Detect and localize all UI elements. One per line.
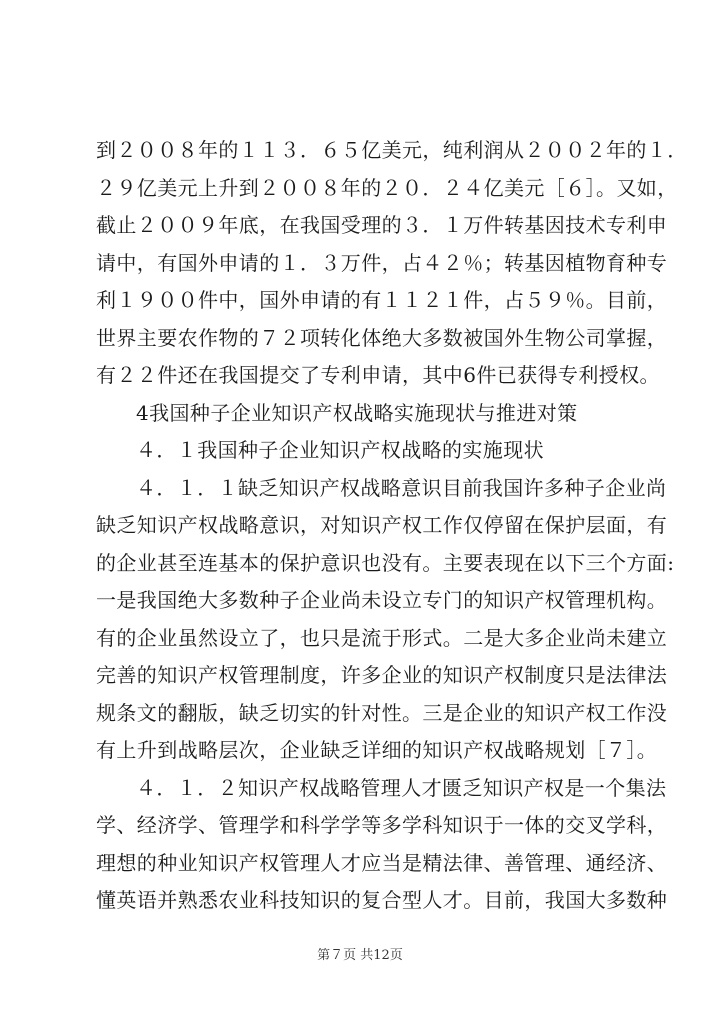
- page-number: 第７页 共12页: [317, 948, 403, 963]
- document-body: [96, 132, 688, 920]
- text-line: 缺乏知识产权战略意识，对知识产权工作仅停留在保护层面，有: [96, 513, 668, 537]
- text-line: 的企业甚至连基本的保护意识也没有。主要表现在以下三个方面:: [96, 550, 675, 575]
- text-line: 一是我国绝大多数种子企业尚未设立专门的知识产权管理机构。: [96, 588, 668, 612]
- text-line: 到２００８年的１１３．６５亿美元，纯利润从２００２年的１．: [96, 138, 688, 162]
- text-line: 学、经济学、管理学和科学学等多学科知识于一体的交叉学科，: [96, 813, 668, 837]
- text-line: 利１９００件中，国外申请的有１１２１件，占５９％。目前，: [96, 288, 668, 312]
- text-line: 世界主要农作物的７２项转化体绝大多数被国外生物公司掌握，: [96, 325, 668, 350]
- text-line: 有２２件还在我国提交了专利申请，其中6件已获得专利授权。: [96, 363, 660, 387]
- text-line: 完善的知识产权管理制度，许多企业的知识产权制度只是法律法: [96, 663, 668, 687]
- subsection-heading: ４．１我国种子企业知识产权战略的实施现状: [136, 438, 544, 462]
- text-line: 有的企业虽然设立了，也只是流于形式。二是大多企业尚未建立: [96, 625, 668, 650]
- page-footer: [0, 944, 720, 963]
- text-line: ２９亿美元上升到２００８年的２０．２４亿美元［６］。又如，: [96, 175, 678, 200]
- paragraph-start: ４．１．２知识产权战略管理人才匮乏知识产权是一个集法: [136, 775, 667, 800]
- text-line: 规条文的翻版，缺乏切实的针对性。三是企业的知识产权工作没: [96, 700, 668, 725]
- paragraph-start: ４．１．１缺乏知识产权战略意识目前我国许多种子企业尚: [136, 475, 667, 500]
- text-line: 有上升到战略层次，企业缺乏详细的知识产权战略规划［７］。: [96, 738, 658, 762]
- text-line: 请中，有国外申请的１．３万件，占４２％；转基因植物育种专: [96, 250, 668, 275]
- section-heading: 4我国种子企业知识产权战略实施现状与推进对策: [136, 400, 578, 425]
- text-line: 懂英语并熟悉农业科技知识的复合型人才。目前，我国大多数种: [96, 888, 668, 912]
- text-line: 截止２００９年底，在我国受理的３．１万件转基因技术专利申: [96, 213, 668, 237]
- text-line: 理想的种业知识产权管理人才应当是精法律、善管理、通经济、: [96, 850, 668, 875]
